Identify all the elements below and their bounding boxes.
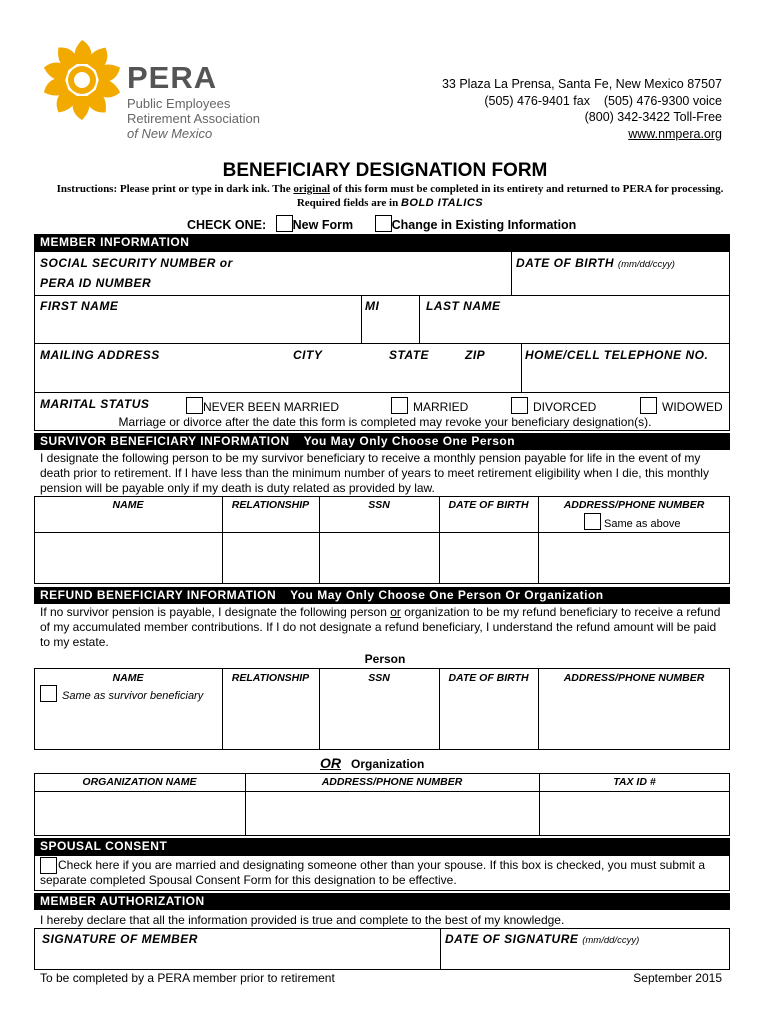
- date-of-signature-input[interactable]: [442, 945, 728, 969]
- survivor-header-text: SURVIVOR BENEFICIARY INFORMATION: [40, 434, 290, 448]
- survivor-col-dob: DATE OF BIRTH: [448, 499, 529, 511]
- survivor-text: I designate the following person to be my survivor beneficiary to receive a monthly pension payable for life in the event of my death prior to retirement. If I have less than the minimum number of years to meet retirement eligibility when I die, this monthly pension will be payable only if my death is duty related as provided by law.: [40, 451, 709, 495]
- footer-left: To be completed by a PERA member prior to retirement: [40, 971, 335, 985]
- authorization-header: MEMBER AUTHORIZATION: [34, 893, 730, 910]
- survivor-col-name: NAME: [112, 499, 144, 511]
- refund-header-note: You May Only Choose One Person Or Organization: [290, 588, 604, 602]
- or-organization-row: [320, 755, 424, 773]
- refund-col-address: ADDRESS/PHONE NUMBER: [563, 672, 705, 684]
- logo-line3: of New Mexico: [127, 126, 213, 141]
- mailing-address-label: MAILING ADDRESS: [40, 348, 160, 362]
- org-col-name: ORGANIZATION NAME: [82, 776, 197, 788]
- refund-col-relationship: RELATIONSHIP: [231, 672, 310, 684]
- pera-logo: [40, 38, 124, 122]
- spousal-text: Check here if you are married and designating someone other than your spouse. If this box is checked, you must submit a separate completed Spousal Consent Form for this designation to be effective.: [40, 858, 706, 887]
- date-format: (mm/dd/ccyy): [582, 935, 640, 946]
- refund-header: [34, 587, 730, 604]
- ssn-label: SOCIAL SECURITY NUMBER or: [40, 256, 233, 270]
- or-label: OR: [320, 755, 341, 771]
- footer-date: September 2015: [633, 971, 722, 985]
- pera-id-label: PERA ID NUMBER: [40, 276, 152, 290]
- signature-input[interactable]: [36, 945, 438, 969]
- survivor-col-ssn: SSN: [368, 499, 390, 511]
- survivor-header-note: You May Only Choose One Person: [303, 434, 516, 448]
- refund-header-text: REFUND BENEFICIARY INFORMATION: [40, 588, 277, 602]
- date-of-signature-label: [445, 932, 639, 946]
- instructions: [50, 182, 730, 210]
- logo-line1: Public Employees: [127, 96, 231, 111]
- widowed-label: WIDOWED: [662, 400, 723, 414]
- marital-widowed: [640, 397, 723, 415]
- new-form-label: New Form: [292, 218, 354, 232]
- change-info-label: Change in Existing Information: [391, 218, 577, 232]
- city-label: CITY: [293, 348, 323, 362]
- survivor-col-address: ADDRESS/PHONE NUMBER: [563, 499, 705, 511]
- new-form-checkbox[interactable]: [276, 215, 293, 232]
- dob-format: (mm/dd/ccyy): [617, 259, 675, 270]
- never-married-label: NEVER BEEN MARRIED: [203, 400, 340, 414]
- first-name-label: FIRST NAME: [40, 299, 119, 313]
- refund-text-part1: If no survivor pension is payable, I designate the following person: [40, 605, 391, 619]
- marital-status-label: MARITAL STATUS: [40, 397, 150, 411]
- sun-logo-icon: [40, 38, 124, 122]
- survivor-col-relationship: RELATIONSHIP: [231, 499, 310, 511]
- phone-fax-line: (505) 476-9401 fax (505) 476-9300 voice: [484, 93, 722, 108]
- dob-label: [516, 256, 675, 270]
- authorization-text: I hereby declare that all the information provided is true and complete to the best of my knowledge.: [40, 913, 565, 927]
- refund-col-ssn: SSN: [368, 672, 390, 684]
- mi-label: MI: [365, 299, 380, 313]
- instructions-original: original: [293, 183, 331, 195]
- org-col-taxid: TAX ID #: [613, 776, 656, 788]
- never-married-checkbox[interactable]: [186, 397, 203, 414]
- org-col-address: ADDRESS/PHONE NUMBER: [321, 776, 463, 788]
- same-as-above-checkbox[interactable]: [584, 513, 601, 530]
- form-title: BENEFICIARY DESIGNATION FORM: [222, 160, 548, 181]
- widowed-checkbox[interactable]: [640, 397, 657, 414]
- member-info-header: MEMBER INFORMATION: [34, 234, 730, 251]
- married-checkbox[interactable]: [391, 397, 408, 414]
- same-as-above-label: Same as above: [604, 518, 681, 530]
- spousal-header: SPOUSAL CONSENT: [34, 838, 730, 855]
- date-of-signature-text: DATE OF SIGNATURE: [445, 932, 579, 946]
- survivor-header: [34, 433, 730, 450]
- signature-label: SIGNATURE OF MEMBER: [42, 932, 198, 946]
- ssn-input[interactable]: [40, 276, 160, 292]
- marital-never-married: [186, 397, 339, 415]
- person-label: Person: [364, 652, 406, 666]
- instructions-bold-italics: BOLD ITALICS: [400, 197, 484, 209]
- refund-text-part2: organization to be my refund beneficiary to receive a refund of my accumulated member contributions. If I do not designate a refund beneficiary, I understand the refund amount will be paid to my estate.: [40, 605, 721, 649]
- zip-label: ZIP: [465, 348, 486, 362]
- address-line: 33 Plaza La Prensa, Santa Fe, New Mexico 87507: [441, 77, 722, 91]
- instructions-part1: Instructions: Please print or type in dark ink. The: [56, 183, 294, 195]
- last-name-label: LAST NAME: [426, 299, 501, 313]
- check-one-row: [187, 215, 576, 232]
- marital-married: [391, 397, 468, 415]
- same-as-survivor: [40, 685, 203, 702]
- logo-text: [127, 60, 260, 141]
- phone-label: HOME/CELL TELEPHONE NO.: [525, 348, 709, 362]
- refund-text: [40, 605, 726, 650]
- same-as-survivor-checkbox[interactable]: [40, 685, 57, 702]
- check-one-label: CHECK ONE:: [187, 218, 267, 232]
- refund-col-dob: DATE OF BIRTH: [448, 672, 529, 684]
- same-as-survivor-label: Same as survivor beneficiary: [62, 690, 204, 702]
- divorced-label: DIVORCED: [533, 400, 597, 414]
- marital-divorced: [511, 397, 596, 415]
- organization-label: Organization: [351, 757, 425, 771]
- marital-note: Marriage or divorce after the date this form is completed may revoke your beneficiary designation(s).: [118, 415, 652, 429]
- same-as-above: [584, 513, 680, 530]
- divorced-checkbox[interactable]: [511, 397, 528, 414]
- instructions-part2: of this form must be completed in its entirety and returned to PERA for processing. Required fields are in: [296, 183, 724, 209]
- website-link[interactable]: www.nmpera.org: [628, 126, 722, 141]
- refund-col-name: NAME: [112, 672, 144, 684]
- married-label: MARRIED: [413, 400, 469, 414]
- logo-line2: Retirement Association: [127, 111, 260, 126]
- change-info-checkbox[interactable]: [375, 215, 392, 232]
- contact-block: [442, 76, 722, 142]
- dob-label-text: DATE OF BIRTH: [516, 256, 615, 270]
- logo-name: PERA: [127, 60, 218, 95]
- refund-text-or: or: [390, 605, 401, 619]
- state-label: STATE: [389, 348, 430, 362]
- toll-free-line: (800) 342-3422 Toll-Free: [584, 110, 722, 124]
